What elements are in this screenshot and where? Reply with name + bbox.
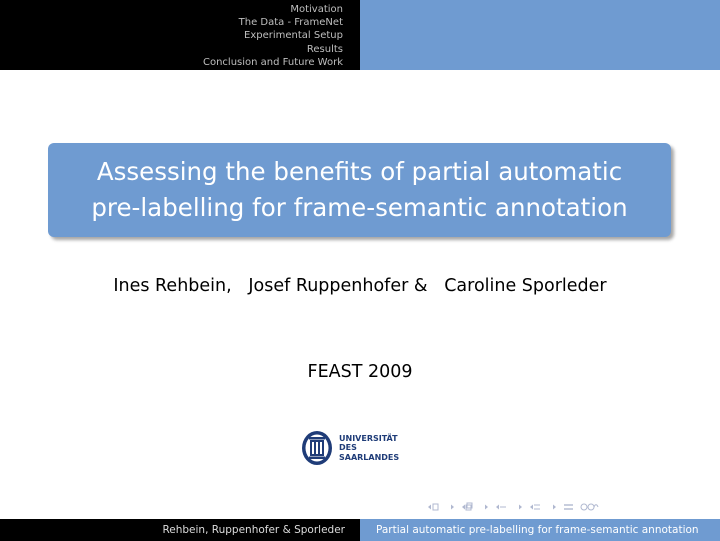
university-name-line2: DES (339, 443, 357, 453)
nav-item-motivation[interactable]: Motivation (290, 4, 343, 15)
header-nav-panel (0, 0, 360, 70)
author-list: Ines Rehbein, Josef Ruppenhofer & Caroline Sporleder (113, 276, 607, 296)
slide-title-line2: pre-labelling for frame-semantic annotation (91, 193, 628, 222)
university-name-line3: SAARLANDES (339, 452, 400, 462)
university-name-line1: UNIVERSITÄT (339, 433, 398, 443)
nav-next-subsection-icon[interactable] (477, 501, 490, 513)
slide-title (80, 154, 640, 226)
footer-authors: Rehbein, Ruppenhofer & Sporleder (0, 519, 360, 541)
search-icon[interactable] (579, 501, 599, 513)
event-name: FEAST 2009 (307, 362, 413, 382)
footer-bar (0, 519, 720, 541)
university-seal-icon (301, 430, 333, 466)
nav-next-section-icon[interactable] (511, 501, 524, 513)
nav-prev-section-icon[interactable] (494, 501, 507, 513)
slide-title-line1: Assessing the benefits of partial automatic (96, 157, 623, 186)
section-navigation (203, 3, 343, 69)
footer-title: Partial automatic pre-labelling for frame-semantic annotation (360, 519, 720, 541)
align-icon[interactable] (562, 501, 575, 513)
header-bar (0, 0, 720, 70)
header-accent-panel (360, 0, 720, 70)
nav-item-experimental-setup[interactable]: Experimental Setup (244, 30, 343, 42)
nav-prev-subsection-icon[interactable] (460, 501, 473, 513)
nav-item-results[interactable]: Results (306, 43, 343, 55)
nav-item-data-framenet[interactable]: The Data - FrameNet (238, 17, 343, 29)
university-name (339, 434, 399, 463)
nav-prev-frame-icon[interactable] (426, 501, 439, 513)
beamer-navigation-symbols (426, 500, 599, 514)
university-logo (301, 430, 399, 466)
nav-next-frame-icon[interactable] (443, 501, 456, 513)
title-box (48, 143, 671, 237)
nav-next-slide-icon[interactable] (545, 501, 558, 513)
nav-item-conclusion[interactable]: Conclusion and Future Work (202, 56, 343, 68)
nav-prev-slide-icon[interactable] (528, 501, 541, 513)
